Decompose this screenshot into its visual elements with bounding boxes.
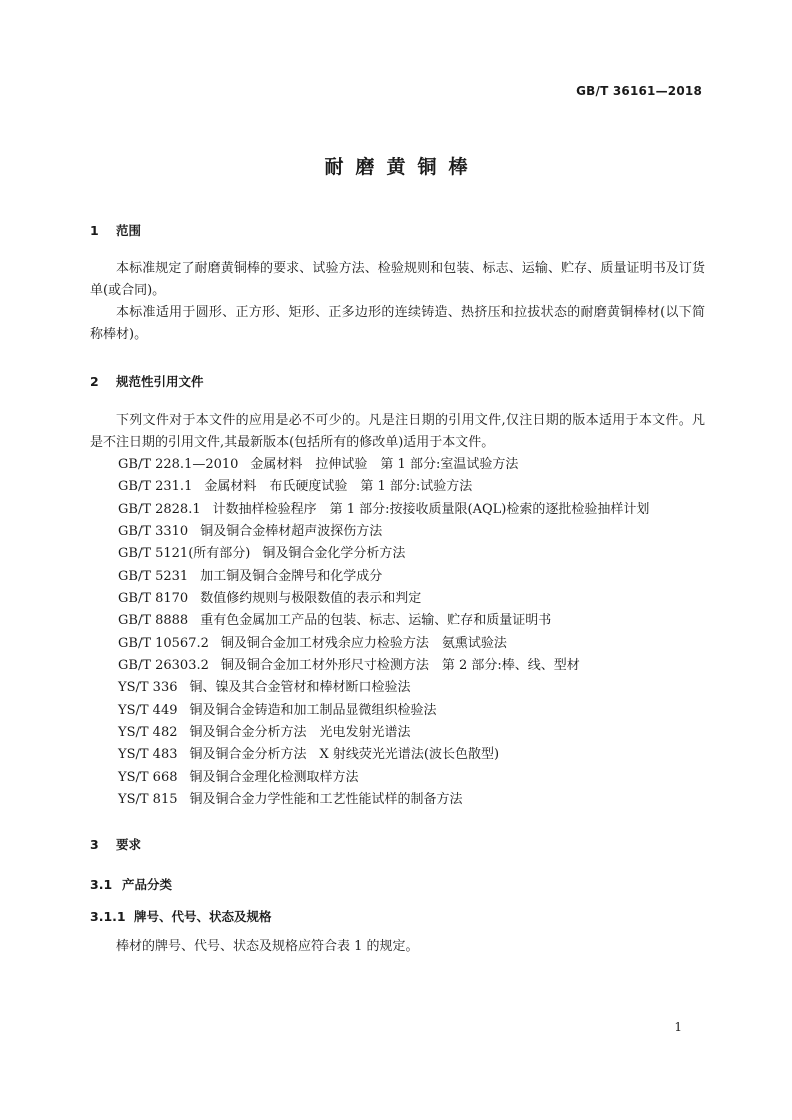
section-3-1-1-heading xyxy=(90,907,272,925)
reference-item xyxy=(118,543,708,565)
section-number: 3.1 xyxy=(90,877,113,892)
reference-item xyxy=(118,499,708,521)
reference-code: GB/T 10567.2 xyxy=(118,635,209,651)
reference-code: YS/T 449 xyxy=(118,702,178,718)
reference-item xyxy=(118,633,708,655)
reference-item xyxy=(118,722,708,744)
reference-item xyxy=(118,677,708,699)
section-number: 3 xyxy=(90,837,99,852)
standard-number: GB/T 36161—2018 xyxy=(576,84,702,98)
reference-title: 铜及铜合金力学性能和工艺性能试样的制备方法 xyxy=(189,792,463,808)
reference-title: 铜及铜合金加工材外形尺寸检测方法 第 2 部分:棒、线、型材 xyxy=(220,658,580,674)
reference-title: 铜及铜合金分析方法 光电发射光谱法 xyxy=(189,725,411,741)
reference-code: GB/T 8888 xyxy=(118,613,189,629)
reference-title: 数值修约规则与极限数值的表示和判定 xyxy=(200,591,422,607)
reference-title: 加工铜及铜合金牌号和化学成分 xyxy=(200,568,383,584)
reference-item xyxy=(118,655,708,677)
reference-item xyxy=(118,744,708,766)
reference-code: GB/T 8170 xyxy=(118,591,189,607)
reference-code: GB/T 2828.1 xyxy=(118,501,201,517)
reference-code: GB/T 228.1—2010 xyxy=(118,457,239,472)
reference-code: YS/T 336 xyxy=(118,680,178,696)
reference-item xyxy=(118,476,708,498)
scope-paragraph-1: 本标准规定了耐磨黄铜棒的要求、试验方法、检验规则和包装、标志、运输、贮存、质量证明书及订货单(或合同)。 xyxy=(90,261,705,298)
scope-paragraph-2: 本标准适用于圆形、正方形、矩形、正多边形的连续铸造、热挤压和拉拔状态的耐磨黄铜棒材(以下简称棒材)。 xyxy=(90,305,705,342)
reference-code: GB/T 5121(所有部分) xyxy=(118,546,251,562)
section-title: 规范性引用文件 xyxy=(116,374,204,389)
reference-code: YS/T 483 xyxy=(118,747,178,763)
reference-title: 铜及铜合金化学分析方法 xyxy=(262,546,406,562)
reference-title: 计数抽样检验程序 第 1 部分:按接收质量限(AQL)检索的逐批检验抽样计划 xyxy=(212,501,650,517)
reference-item xyxy=(118,789,708,811)
section-title: 产品分类 xyxy=(122,877,173,892)
reference-code: YS/T 482 xyxy=(118,725,178,741)
reference-title: 铜、镍及其合金管材和棒材断口检验法 xyxy=(189,680,411,696)
reference-item xyxy=(118,610,708,632)
reference-item xyxy=(118,767,708,789)
section-title: 范围 xyxy=(116,223,142,238)
reference-item xyxy=(118,588,708,610)
section-3-heading xyxy=(90,835,141,853)
page-number: 1 xyxy=(674,1020,682,1034)
reference-code: GB/T 3310 xyxy=(118,524,189,540)
reference-title: 铜及铜合金分析方法 X 射线荧光光谱法(波长色散型) xyxy=(189,747,500,763)
section-number: 1 xyxy=(90,223,99,238)
section-number: 3.1.1 xyxy=(90,909,126,924)
reference-title: 铜及铜合金加工材残余应力检验方法 氨熏试验法 xyxy=(220,635,507,651)
reference-code: YS/T 815 xyxy=(118,792,178,808)
section-title: 要求 xyxy=(116,837,142,852)
section-number: 2 xyxy=(90,374,99,389)
reference-code: GB/T 5231 xyxy=(118,568,189,584)
reference-title: 铜及铜合金理化检测取样方法 xyxy=(189,769,359,785)
reference-item xyxy=(118,454,708,476)
reference-title: 铜及铜合金棒材超声波探伤方法 xyxy=(200,524,383,540)
reference-code: YS/T 668 xyxy=(118,769,178,785)
reference-title: 金属材料 拉伸试验 第 1 部分:室温试验方法 xyxy=(250,457,519,472)
reference-list xyxy=(118,454,708,812)
reference-code: GB/T 231.1 xyxy=(118,479,193,495)
reference-code: GB/T 26303.2 xyxy=(118,658,209,674)
reference-title: 铜及铜合金铸造和加工制品显微组织检验法 xyxy=(189,702,437,718)
normative-intro: 下列文件对于本文件的应用是必不可少的。凡是注日期的引用文件,仅注日期的版本适用于本文件。凡是不注日期的引用文件,其最新版本(包括所有的修改单)适用于本文件。 xyxy=(90,413,705,450)
section-1-heading xyxy=(90,221,141,239)
reference-title: 金属材料 布氏硬度试验 第 1 部分:试验方法 xyxy=(204,479,473,495)
section-title: 牌号、代号、状态及规格 xyxy=(134,909,272,924)
reference-item xyxy=(118,700,708,722)
grades-paragraph: 棒材的牌号、代号、状态及规格应符合表 1 的规定。 xyxy=(116,939,419,954)
document-title: 耐磨黄铜棒 xyxy=(324,156,480,178)
reference-item xyxy=(118,521,708,543)
section-2-heading xyxy=(90,372,204,390)
section-3-1-heading xyxy=(90,875,172,893)
reference-title: 重有色金属加工产品的包装、标志、运输、贮存和质量证明书 xyxy=(200,613,552,629)
reference-item xyxy=(118,566,708,588)
